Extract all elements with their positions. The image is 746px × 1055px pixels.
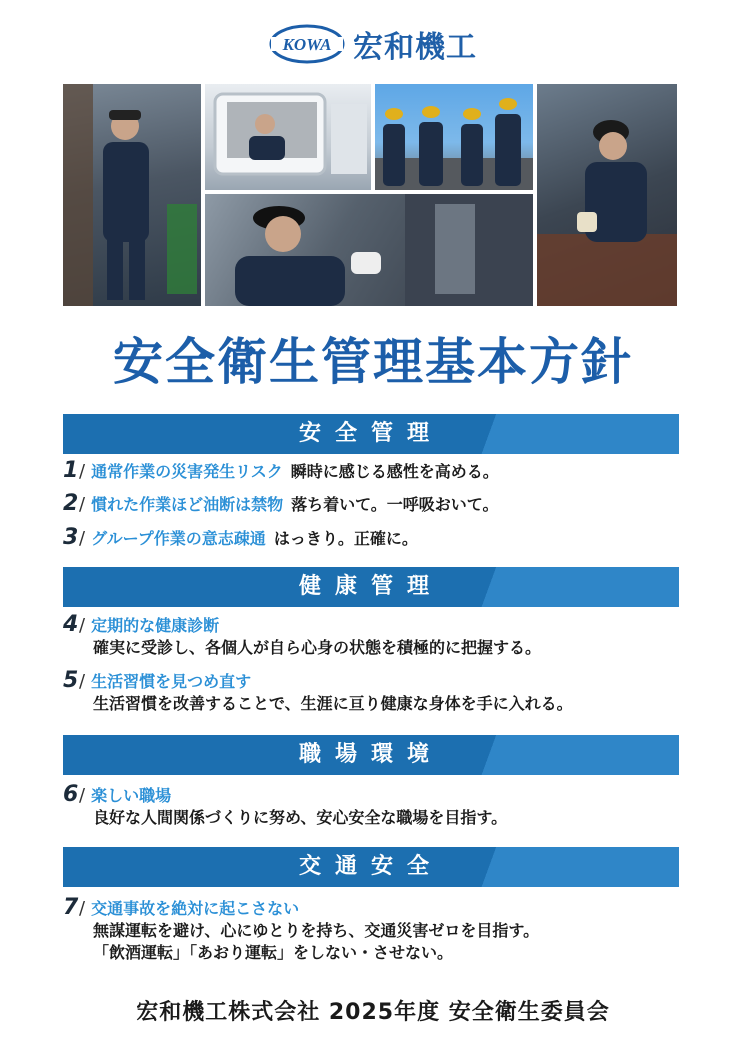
section-title: 交通安全	[298, 854, 443, 879]
item-description: 生活習慣を改善することで、生涯に亘り健康な身体を手に入れる。	[93, 694, 573, 713]
item-heading: 生活習慣を見つめ直す	[91, 672, 252, 691]
item-description-2: 「飲酒運転」「あおり運転」をしない・させない。	[93, 943, 454, 962]
item-description: 瞬時に感じる感性を高める。	[290, 462, 499, 481]
photo-collage	[63, 84, 677, 306]
policy-item: 4/ 定期的な健康診断 確実に受診し、各個人が自ら心身の状態を積極的に把握する。	[63, 614, 703, 659]
item-number: 1	[63, 458, 79, 483]
policy-item: 1/ 通常作業の災害発生リスク 瞬時に感じる感性を高める。	[63, 458, 499, 483]
section-title: 安全管理	[298, 421, 443, 446]
policy-item: 3/ グループ作業の意志疎通 はっきり。正確に。	[63, 525, 418, 550]
section-title: 職場環境	[298, 742, 443, 767]
section-title: 健康管理	[298, 574, 443, 599]
item-heading: グループ作業の意志疎通	[91, 529, 266, 548]
kowa-logo-mark	[269, 24, 345, 64]
policy-item: 7/ 交通事故を絶対に起こさない 無謀運転を避け、心にゆとりを持ち、交通災害ゼロを目指す。 「飲酒運転」「あおり運転」をしない・させない。	[63, 897, 703, 964]
policy-item: 5/ 生活習慣を見つめ直す 生活習慣を改善することで、生涯に亘り健康な身体を手に入れる。	[63, 670, 703, 715]
company-logo	[0, 22, 746, 66]
svg-text:KOWA: KOWA	[282, 35, 332, 54]
machinist-photo	[205, 194, 533, 306]
policy-title: 安全衛生管理基本方針	[113, 333, 633, 391]
policy-item: 6/ 楽しい職場 良好な人間関係づくりに努め、安心安全な職場を目指す。	[63, 784, 703, 829]
item-description: はっきり。正確に。	[273, 529, 418, 548]
driver-photo	[205, 84, 371, 190]
worker-photo-standing	[63, 84, 201, 306]
footer-committee: 宏和機工株式会社 2025年度 安全衛生委員会	[136, 1000, 610, 1025]
item-number: 3	[63, 525, 79, 550]
item-number: 5	[63, 668, 79, 693]
item-heading: 楽しい職場	[91, 786, 172, 805]
item-number: 2	[63, 491, 79, 516]
item-number: 6	[63, 782, 79, 807]
item-description: 落ち着いて。一呼吸おいて。	[291, 495, 499, 514]
section-bar-safety	[63, 414, 679, 454]
company-name: 宏和機工	[353, 30, 477, 65]
policy-item: 2/ 慣れた作業ほど油断は禁物 落ち着いて。一呼吸おいて。	[63, 491, 499, 516]
item-number: 4	[63, 612, 79, 637]
item-heading: 通常作業の災害発生リスク	[91, 462, 283, 481]
item-heading: 慣れた作業ほど油断は禁物	[91, 495, 284, 514]
section-bar-health	[63, 567, 679, 607]
item-number: 7	[63, 895, 79, 920]
section-bar-traffic	[63, 847, 679, 887]
section-bar-workplace	[63, 735, 679, 775]
item-description: 良好な人間関係づくりに努め、安心安全な職場を目指す。	[93, 808, 508, 827]
item-heading: 交通事故を絶対に起こさない	[91, 899, 300, 918]
item-description: 無謀運転を避け、心にゆとりを持ち、交通災害ゼロを目指す。	[93, 921, 540, 940]
item-heading: 定期的な健康診断	[91, 616, 220, 635]
item-description: 確実に受診し、各個人が自ら心身の状態を積極的に把握する。	[93, 638, 542, 657]
welder-photo	[537, 84, 677, 306]
group-photo	[375, 84, 533, 190]
